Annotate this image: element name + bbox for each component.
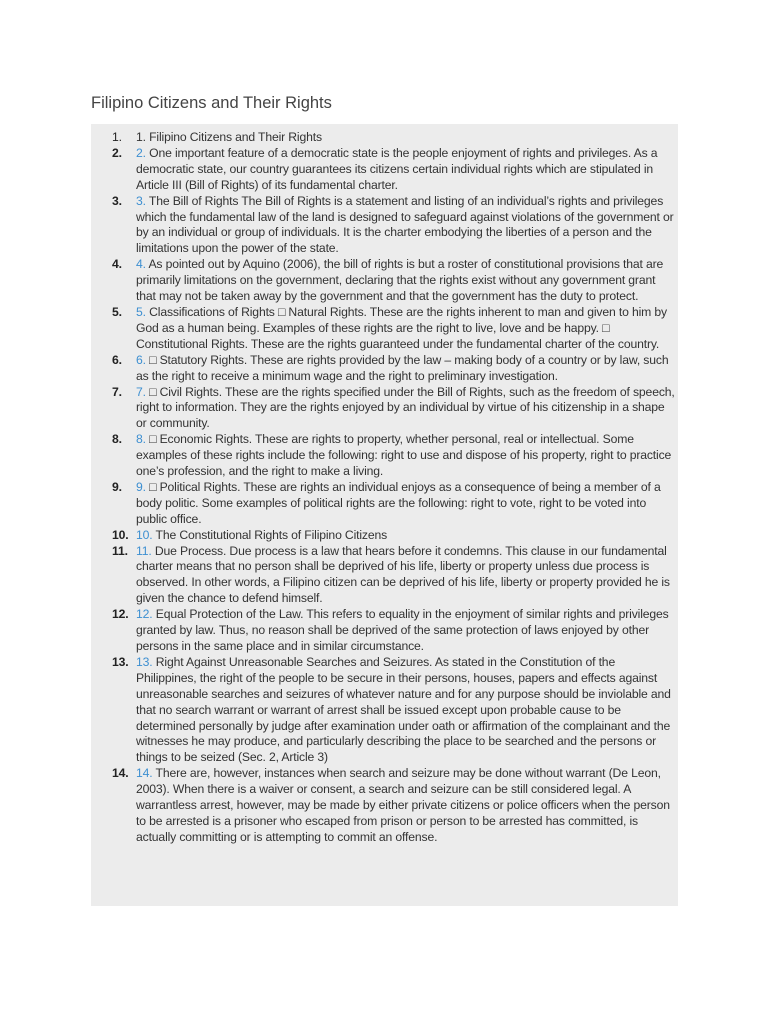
list-item — [112, 130, 678, 146]
slide-link[interactable]: 11. — [136, 543, 152, 558]
list-item — [112, 146, 678, 194]
list-item-text: 1. Filipino Citizens and Their Rights — [136, 130, 322, 144]
list-item — [112, 353, 678, 385]
list-item — [112, 766, 678, 846]
list-item — [112, 480, 678, 528]
list-item-number: 14. — [112, 766, 129, 781]
list-item — [112, 194, 678, 258]
list-item-number: 12. — [112, 607, 129, 622]
list-item-text: As pointed out by Aquino (2006), the bill of rights is but a roster of constitutional provisions that are primarily limitations on the government, declaring that the rights exist without any government grant that may not be taken away by the government and that the government has the duty to protect. — [136, 257, 664, 304]
slide-link[interactable]: 3. — [136, 193, 146, 208]
list-item-text: One important feature of a democratic state is the people enjoyment of rights and privileges. As a democratic state, our country guarantees its citizens certain individual rights which are stipulated in Article III (Bill of Rights) of its fundamental charter. — [136, 145, 658, 192]
slide-list — [112, 130, 678, 846]
list-item-text: □ Statutory Rights. These are rights provided by the law – making body of a country or by law, such as the right to receive a minimum wage and the right to preliminary investigation. — [136, 352, 669, 383]
slide-link[interactable]: 4. — [136, 257, 146, 272]
list-item — [112, 257, 678, 305]
list-item — [112, 528, 678, 544]
list-item-number: 5. — [112, 304, 122, 319]
list-item — [112, 655, 678, 766]
list-item-number: 6. — [112, 352, 122, 367]
slide-link[interactable]: 10. — [136, 527, 153, 542]
list-item-text: Right Against Unreasonable Searches and Seizures. As stated in the Constitution of the Philippines, the right of the people to be secure in their persons, houses, papers and effects against unreasonable searches and seizures of whatever nature and for any purpose should be inviolable and that no search warrant or warrant of arrest shall be issued except upon probable cause to be determined personally by judge after examination under oath or affirmation of the complainant and the witnesses he may produce, and particularly describing the place to be searched and the persons or things to be seized (Sec. 2, Article 3) — [136, 654, 671, 765]
slide-link[interactable]: 9. — [136, 479, 146, 494]
slide-link[interactable]: 5. — [136, 304, 146, 319]
list-item-number: 3. — [112, 193, 122, 208]
document-content — [91, 93, 678, 906]
list-item-text: Equal Protection of the Law. This refers to equality in the enjoyment of similar rights and privileges granted by law. Thus, no reason shall be deprived of the same protection of laws enjoyed by other persons in the same place and in similar circumstance. — [136, 607, 669, 653]
list-item-text: Due Process. Due process is a law that hears before it condemns. This clause in our fundamental charter means that no person shall be deprived of his life, liberty or property unless due process is observed. In other words, a Filipino citizen can be deprived of his life, liberty or property provided he is given the chance to defend himself. — [136, 543, 670, 606]
slide-link[interactable]: 12. — [136, 607, 153, 622]
list-item-text: There are, however, instances when search and seizure may be done without warrant (De Leon, 2003). When there is a waiver or consent, a search and seizure can be still considered legal. A warrantless arrest, however, may be made by either private citizens or police officers when the person to be arrested is a prisoner who escaped from prison or person to be arrested has committed, is actually committing or is attempting to commit an offense. — [136, 766, 670, 844]
list-item-number: 11. — [112, 543, 128, 558]
list-item-text: □ Economic Rights. These are rights to property, whether personal, real or intellectual. Some examples of these rights include the following: right to use and dispose of his property, right to practice one’s profession, and the right to make a living. — [136, 432, 672, 479]
list-item-text: Classifications of Rights □ Natural Rights. These are the rights inherent to man and given to him by God as a human being. Examples of these rights are the right to live, love and be happy. □ Constitutional Rights. These are the rights guaranteed under the fundamental charter of the country. — [136, 304, 667, 351]
list-item-number: 13. — [112, 654, 129, 669]
slide-link[interactable]: 14. — [136, 766, 153, 781]
list-item-number: 4. — [112, 257, 122, 272]
slide-link[interactable]: 13. — [136, 654, 153, 669]
document-title: Filipino Citizens and Their Rights — [91, 93, 678, 124]
list-item-number: 10. — [112, 527, 129, 542]
slide-link[interactable]: 7. — [136, 384, 146, 399]
list-item — [112, 385, 678, 433]
list-item-number: 2. — [112, 145, 122, 160]
list-item-text: □ Political Rights. These are rights an individual enjoys as a consequence of being a member of a body politic. Some examples of political rights are the following: right to vote, right to be voted into public office. — [136, 479, 661, 526]
list-item — [112, 607, 678, 655]
list-item-text: The Constitutional Rights of Filipino Citizens — [155, 527, 388, 542]
slide-link[interactable]: 8. — [136, 432, 146, 447]
list-item — [112, 544, 678, 608]
list-item — [112, 305, 678, 353]
list-item — [112, 432, 678, 480]
slide-link[interactable]: 6. — [136, 352, 146, 367]
list-item-number: 9. — [112, 479, 122, 494]
list-item-text: The Bill of Rights The Bill of Rights is a statement and listing of an individual’s rights and privileges which the fundamental law of the land is designed to safeguard against violations of the government or by an individual or group of individuals. It is the charter embodying the liberties of a person and the limitations upon the power of the state. — [136, 193, 674, 256]
list-item-number: 8. — [112, 432, 122, 447]
list-item-text: □ Civil Rights. These are the rights specified under the Bill of Rights, such as the freedom of speech, right to information. They are the rights enjoyed by an individual by virtue of his citizenship in a shape or community. — [136, 384, 675, 431]
list-item-number: 7. — [112, 384, 122, 399]
list-item-number: 1. — [112, 130, 122, 144]
slide-link[interactable]: 2. — [136, 145, 146, 160]
